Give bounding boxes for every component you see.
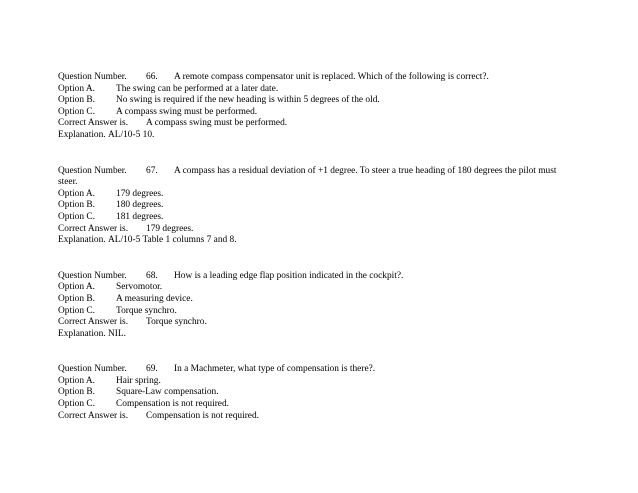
question-text: A remote compass compensator unit is replaced. Which of the following is correct?. [174,72,489,82]
option-b-line [58,387,578,399]
explanation-line [58,235,578,247]
option-b-text: No swing is required if the new heading is within 5 degrees of the old. [116,95,380,106]
option-a-line [58,189,578,201]
option-c-text: 181 degrees. [116,211,164,222]
question-text: A compass has a residual deviation of +1 degree. To steer a true heading of 180 degrees the pilot must steer. [58,165,557,188]
question-text: In a Machmeter, what type of compensation is there?. [174,364,376,375]
question-block [58,364,578,422]
explanation-text: NIL. [108,328,126,339]
option-a-text: Servomotor. [116,282,163,293]
option-c-label: Option C. [58,106,95,117]
explanation-text: AL/10-5 Table 1 columns 7 and 8. [108,235,237,246]
explanation-label: Explanation. [58,129,106,140]
option-a-label: Option A. [58,375,95,386]
option-c-text: Torque synchro. [116,305,177,316]
option-c-text: Compensation is not required. [116,399,230,410]
question-line [58,166,578,189]
document-page [58,72,578,422]
option-a-text: The swing can be performed at a later date. [116,83,279,94]
question-block [58,72,578,142]
question-number: 67. [146,165,158,176]
option-b-label: Option B. [58,200,95,211]
question-number-label: Question Number. [58,364,127,375]
question-number: 66. [146,72,158,82]
option-c-line [58,212,578,224]
option-a-line [58,282,578,294]
explanation-line [58,329,578,341]
explanation-label: Explanation. [58,235,106,246]
correct-answer-label: Correct Answer is. [58,317,129,328]
correct-answer-text: 179 degrees. [146,223,194,234]
option-c-line [58,306,578,318]
question-number-label: Question Number. [58,270,127,281]
question-line [58,72,578,84]
option-c-line [58,107,578,119]
question-block [58,166,578,247]
explanation-text: AL/10-5 10. [108,129,155,140]
option-a-label: Option A. [58,188,95,199]
option-b-text: Square-Law compensation. [116,387,219,398]
option-c-line [58,399,578,411]
option-b-text: A measuring device. [116,293,193,304]
option-b-label: Option B. [58,95,95,106]
correct-answer-text: Torque synchro. [146,317,207,328]
explanation-label: Explanation. [58,328,106,339]
option-b-line [58,95,578,107]
option-a-text: Hair spring. [116,375,161,386]
question-number-label: Question Number. [58,165,127,176]
correct-answer-line [58,224,578,236]
question-line [58,271,578,283]
correct-answer-label: Correct Answer is. [58,410,129,421]
option-a-line [58,376,578,388]
option-b-label: Option B. [58,387,95,398]
option-b-label: Option B. [58,293,95,304]
correct-answer-line [58,118,578,130]
option-a-label: Option A. [58,83,95,94]
question-number: 69. [146,364,158,375]
correct-answer-label: Correct Answer is. [58,223,129,234]
correct-answer-line [58,411,578,423]
question-line [58,364,578,376]
option-b-text: 180 degrees. [116,200,164,211]
question-text: How is a leading edge flap position indicated in the cockpit?. [174,270,404,281]
explanation-line [58,130,578,142]
question-number: 68. [146,270,158,281]
correct-answer-text: Compensation is not required. [146,410,260,421]
option-a-text: 179 degrees. [116,188,164,199]
correct-answer-label: Correct Answer is. [58,118,129,129]
option-b-line [58,200,578,212]
option-c-label: Option C. [58,305,95,316]
option-a-line [58,84,578,96]
option-b-line [58,294,578,306]
question-number-label: Question Number. [58,72,127,82]
correct-answer-line [58,317,578,329]
option-a-label: Option A. [58,282,95,293]
option-c-label: Option C. [58,399,95,410]
question-block [58,271,578,341]
option-c-label: Option C. [58,211,95,222]
option-c-text: A compass swing must be performed. [116,106,258,117]
correct-answer-text: A compass swing must be performed. [146,118,288,129]
